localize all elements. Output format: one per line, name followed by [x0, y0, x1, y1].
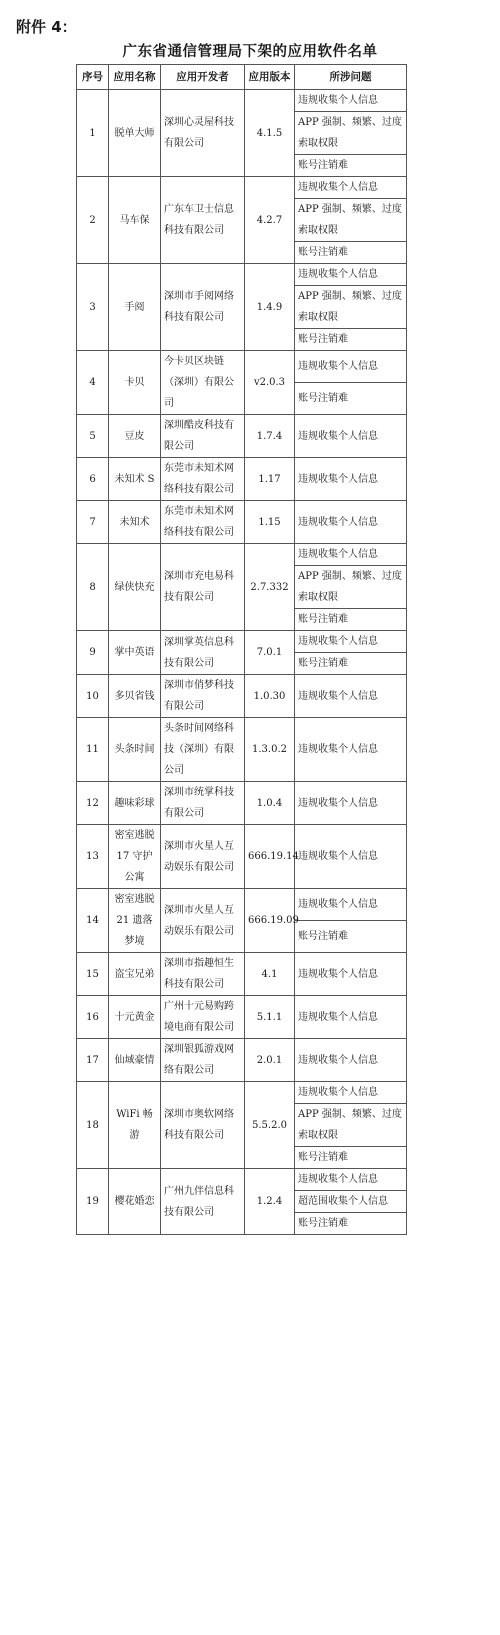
table-row: [77, 996, 407, 1039]
cell-issue: 账号注销难: [295, 1147, 407, 1169]
table-row: [77, 544, 407, 566]
cell-number: 12: [77, 782, 109, 825]
table-row: [77, 1039, 407, 1082]
cell-issue: 违规收集个人信息: [295, 1169, 407, 1191]
cell-app-name: 趣味彩球: [109, 782, 161, 825]
cell-issue: 账号注销难: [295, 155, 407, 177]
cell-app-name: 十元黄金: [109, 996, 161, 1039]
cell-issue: 违规收集个人信息: [295, 996, 407, 1039]
table-row: [77, 177, 407, 199]
cell-version: 1.0.30: [245, 675, 295, 718]
cell-developer: 深圳掌英信息科技有限公司: [161, 631, 245, 675]
cell-issue: 账号注销难: [295, 1213, 407, 1235]
cell-number: 16: [77, 996, 109, 1039]
cell-version: 2.0.1: [245, 1039, 295, 1082]
cell-issue: APP 强制、频繁、过度索取权限: [295, 112, 407, 155]
cell-number: 8: [77, 544, 109, 631]
cell-developer: 深圳市指趣恒生科技有限公司: [161, 953, 245, 996]
cell-developer: 东莞市未知术网络科技有限公司: [161, 501, 245, 544]
cell-app-name: 密室逃脱 21 遗落梦境: [109, 889, 161, 953]
cell-version: v2.0.3: [245, 351, 295, 415]
table-row: [77, 351, 407, 383]
table-row: [77, 264, 407, 286]
cell-version: 7.0.1: [245, 631, 295, 675]
table-row: [77, 782, 407, 825]
cell-number: 6: [77, 458, 109, 501]
cell-number: 7: [77, 501, 109, 544]
cell-issue: 违规收集个人信息: [295, 90, 407, 112]
table-row: [77, 501, 407, 544]
header-version: 应用版本: [245, 65, 295, 90]
cell-issue: 账号注销难: [295, 609, 407, 631]
cell-issue: APP 强制、频繁、过度索取权限: [295, 566, 407, 609]
cell-number: 19: [77, 1169, 109, 1235]
cell-issue: 违规收集个人信息: [295, 825, 407, 889]
table-row: [77, 675, 407, 718]
cell-issue: 违规收集个人信息: [295, 544, 407, 566]
cell-issue: 违规收集个人信息: [295, 501, 407, 544]
cell-number: 9: [77, 631, 109, 675]
cell-developer: 东莞市未知术网络科技有限公司: [161, 458, 245, 501]
cell-issue: 账号注销难: [295, 329, 407, 351]
cell-app-name: WiFi 畅游: [109, 1082, 161, 1169]
cell-issue: 违规收集个人信息: [295, 351, 407, 383]
table-row: [77, 458, 407, 501]
table-body: [77, 90, 407, 1235]
header-app-name: 应用名称: [109, 65, 161, 90]
cell-developer: 深圳市充电易科技有限公司: [161, 544, 245, 631]
cell-developer: 深圳酷皮科技有限公司: [161, 415, 245, 458]
cell-developer: 广州十元易购跨境电商有限公司: [161, 996, 245, 1039]
cell-app-name: 未知术 S: [109, 458, 161, 501]
cell-version: 1.7.4: [245, 415, 295, 458]
cell-number: 5: [77, 415, 109, 458]
table-row: [77, 953, 407, 996]
cell-app-name: 卡贝: [109, 351, 161, 415]
cell-version: 4.1: [245, 953, 295, 996]
cell-issue: 账号注销难: [295, 921, 407, 953]
attachment-label: 附件 4：: [16, 18, 77, 36]
cell-version: 666.19.09: [245, 889, 295, 953]
cell-issue: 违规收集个人信息: [295, 782, 407, 825]
cell-app-name: 密室逃脱 17 守护公寓: [109, 825, 161, 889]
cell-developer: 深圳市手阅网络科技有限公司: [161, 264, 245, 351]
cell-app-name: 掌中英语: [109, 631, 161, 675]
cell-issue: APP 强制、频繁、过度索取权限: [295, 286, 407, 329]
cell-version: 5.5.2.0: [245, 1082, 295, 1169]
cell-number: 1: [77, 90, 109, 177]
cell-number: 15: [77, 953, 109, 996]
cell-issue: 超范围收集个人信息: [295, 1191, 407, 1213]
cell-developer: 深圳心灵屋科技有限公司: [161, 90, 245, 177]
cell-issue: 违规收集个人信息: [295, 953, 407, 996]
cell-number: 10: [77, 675, 109, 718]
cell-version: 5.1.1: [245, 996, 295, 1039]
table-row: [77, 631, 407, 653]
table-row: [77, 718, 407, 782]
cell-number: 3: [77, 264, 109, 351]
cell-app-name: 脱单大师: [109, 90, 161, 177]
header-issues: 所涉问题: [295, 65, 407, 90]
cell-version: 1.2.4: [245, 1169, 295, 1235]
cell-issue: 违规收集个人信息: [295, 889, 407, 921]
cell-developer: 头条时间网络科技（深圳）有限公司: [161, 718, 245, 782]
cell-developer: 深圳市统掌科技有限公司: [161, 782, 245, 825]
cell-developer: 深圳市火星人互动娱乐有限公司: [161, 825, 245, 889]
table-row: [77, 889, 407, 921]
cell-version: 1.0.4: [245, 782, 295, 825]
cell-app-name: 手阅: [109, 264, 161, 351]
table-row: [77, 1169, 407, 1191]
cell-app-name: 豆皮: [109, 415, 161, 458]
cell-issue: APP 强制、频繁、过度索取权限: [295, 1104, 407, 1147]
cell-issue: 违规收集个人信息: [295, 264, 407, 286]
cell-version: 1.4.9: [245, 264, 295, 351]
cell-version: 4.2.7: [245, 177, 295, 264]
cell-version: 2.7.332: [245, 544, 295, 631]
cell-version: 666.19.14: [245, 825, 295, 889]
cell-issue: 账号注销难: [295, 383, 407, 415]
cell-app-name: 未知术: [109, 501, 161, 544]
cell-number: 4: [77, 351, 109, 415]
cell-issue: APP 强制、频繁、过度索取权限: [295, 199, 407, 242]
cell-app-name: 绿侠快充: [109, 544, 161, 631]
cell-version: 1.15: [245, 501, 295, 544]
cell-issue: 违规收集个人信息: [295, 1039, 407, 1082]
cell-issue: 违规收集个人信息: [295, 718, 407, 782]
cell-number: 13: [77, 825, 109, 889]
cell-number: 11: [77, 718, 109, 782]
cell-developer: 广东车卫士信息科技有限公司: [161, 177, 245, 264]
cell-developer: 今卡贝区块链（深圳）有限公司: [161, 351, 245, 415]
cell-app-name: 仙域豪情: [109, 1039, 161, 1082]
cell-app-name: 樱花婚恋: [109, 1169, 161, 1235]
cell-developer: 广州九伴信息科技有限公司: [161, 1169, 245, 1235]
cell-app-name: 多贝省钱: [109, 675, 161, 718]
header-developer: 应用开发者: [161, 65, 245, 90]
table-row: [77, 1082, 407, 1104]
table-row: [77, 90, 407, 112]
cell-developer: 深圳市俏梦科技有限公司: [161, 675, 245, 718]
cell-issue: 违规收集个人信息: [295, 631, 407, 653]
cell-number: 17: [77, 1039, 109, 1082]
cell-issue: 违规收集个人信息: [295, 675, 407, 718]
app-list-table: [76, 64, 407, 1235]
cell-version: 1.3.0.2: [245, 718, 295, 782]
cell-developer: 深圳银狐游戏网络有限公司: [161, 1039, 245, 1082]
cell-app-name: 马车保: [109, 177, 161, 264]
header-number: 序号: [77, 65, 109, 90]
cell-app-name: 头条时间: [109, 718, 161, 782]
table-row: [77, 415, 407, 458]
cell-issue: 违规收集个人信息: [295, 458, 407, 501]
cell-number: 18: [77, 1082, 109, 1169]
cell-developer: 深圳市奥软网络科技有限公司: [161, 1082, 245, 1169]
cell-issue: 违规收集个人信息: [295, 177, 407, 199]
cell-app-name: 盗宝兄弟: [109, 953, 161, 996]
cell-version: 1.17: [245, 458, 295, 501]
cell-number: 14: [77, 889, 109, 953]
cell-issue: 违规收集个人信息: [295, 1082, 407, 1104]
cell-developer: 深圳市火星人互动娱乐有限公司: [161, 889, 245, 953]
cell-issue: 账号注销难: [295, 242, 407, 264]
table-row: [77, 825, 407, 889]
cell-version: 4.1.5: [245, 90, 295, 177]
cell-issue: 账号注销难: [295, 653, 407, 675]
cell-number: 2: [77, 177, 109, 264]
table-header-row: [77, 65, 407, 90]
cell-issue: 违规收集个人信息: [295, 415, 407, 458]
document-title: 广东省通信管理局下架的应用软件名单: [122, 44, 378, 60]
